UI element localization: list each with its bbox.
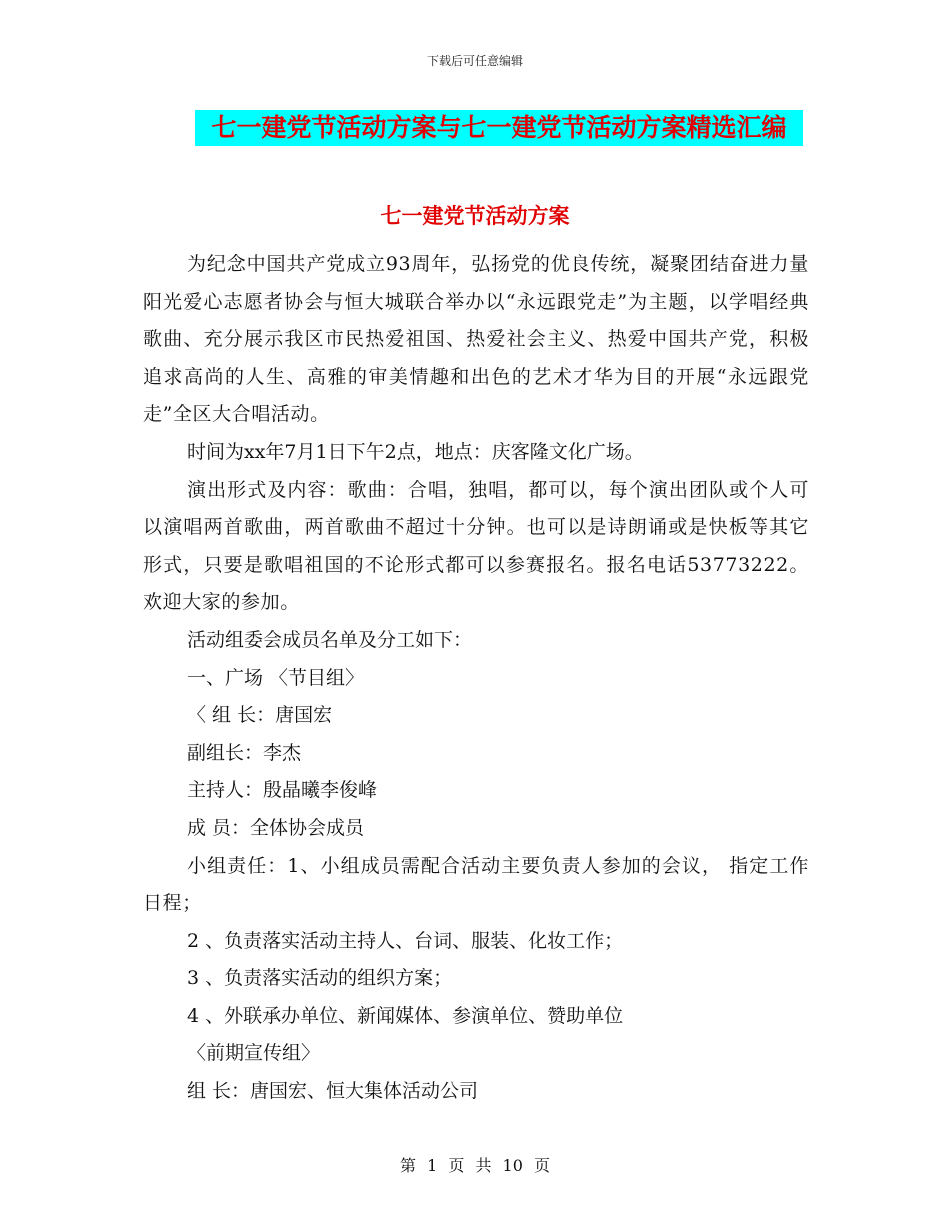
list-item-publicity-leader: 组 长：唐国宏、恒大集体活动公司 [187, 1080, 479, 1103]
list-item-publicity-group: 〈前期宣传组〉 [187, 1042, 321, 1065]
section-title: 七一建党节活动方案 [380, 203, 570, 228]
list-item-program-group: 一、广场 〈节目组〉 [187, 666, 365, 689]
list-item-duty-2: 2 、负责落实活动主持人、台词、服装、化妆工作； [187, 929, 624, 952]
paragraph-time-location: 时间为xx年7月1日下午2点，地点：庆客隆文化广场。 [187, 440, 644, 463]
list-item-duty-3: 3 、负责落实活动的组织方案； [187, 967, 453, 990]
list-item-duty-4: 4 、外联承办单位、新闻媒体、参演单位、赞助单位 [187, 1004, 624, 1027]
page-footer: 第 1 页 共 10 页 [400, 1156, 550, 1175]
list-item-members: 成 员：全体协会成员 [187, 816, 365, 839]
list-item-hosts: 主持人：殷晶曦李俊峰 [187, 779, 378, 802]
list-item-group-leader: 〈 组 长：唐国宏 [187, 704, 333, 727]
paragraph-performance-form: 演出形式及内容：歌曲：合唱，独唱，都可以，每个演出团队或个人可以演唱两首歌曲，两首歌曲不超过十分钟。也可以是诗朗诵或是快板等其它形式，只要是歌唱祖国的不论形式都可以参赛报名。报名电话53773222。欢迎大家的参加。 [143, 478, 809, 614]
paragraph-intro: 为纪念中国共产党成立93周年，弘扬党的优良传统，凝聚团结奋进力量阳光爱心志愿者协会与恒大城联合举办以“永远跟党走”为主题，以学唱经典歌曲、充分展示我区市民热爱祖国、热爱社会主义、热爱中国共产党，积极追求高尚的人生、高雅的审美情趣和出色的艺术才华为目的开展“永远跟党走”全区大合唱活动。 [143, 253, 809, 426]
list-item-group-duty: 小组责任：1、小组成员需配合活动主要负责人参加的会议， 指定工作日程； [143, 854, 809, 915]
paragraph-committee-intro: 活动组委会成员名单及分工如下： [187, 628, 473, 651]
document-body [143, 246, 809, 1111]
document-main-title: 七一建党节活动方案与七一建党节活动方案精选汇编 [195, 110, 803, 146]
page-header-note: 下载后可任意编辑 [426, 54, 523, 68]
list-item-deputy-leader: 副组长：李杰 [187, 741, 302, 764]
